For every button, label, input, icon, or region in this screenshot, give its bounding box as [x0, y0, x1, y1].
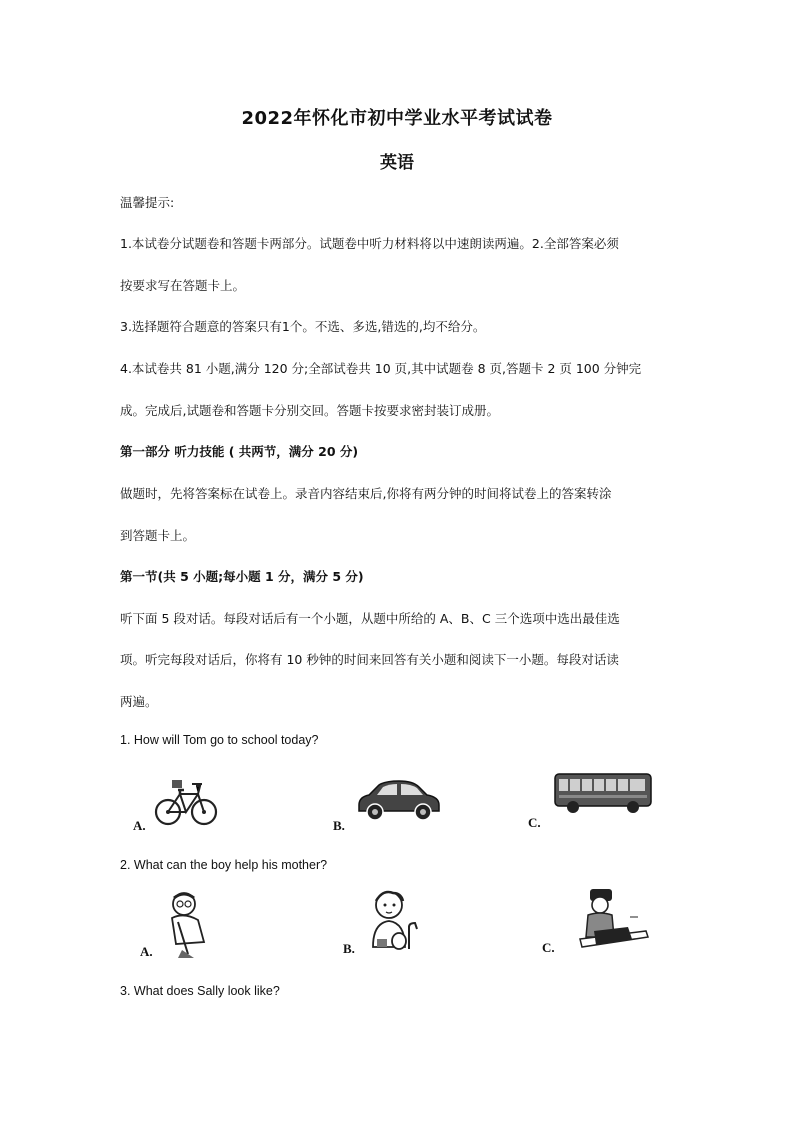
sweeping-boy-icon — [158, 888, 218, 958]
notice-line: 1.本试卷分试题卷和答题卡两部分。试题卷中听力材料将以中速朗读两遍。2.全部答案必须 — [120, 236, 619, 251]
part1-instruction: 到答题卡上。 — [120, 528, 196, 543]
section1-heading: 第一节(共 5 小题;每小题 1 分，满分 5 分) — [120, 569, 364, 584]
exam-subject: 英语 — [380, 153, 414, 173]
bus-icon — [553, 770, 653, 816]
option-letter: A. — [133, 818, 146, 833]
part1-instruction: 做题时，先将答案标在试卷上。录音内容结束后,你将有两分钟的时间将试卷上的答案转涂 — [120, 486, 612, 501]
option-letter: A. — [140, 944, 153, 959]
section1-instruction: 听下面 5 段对话。每段对话后有一个小题，从题中所给的 A、B、C 三个选项中选出最佳选 — [120, 611, 620, 626]
part1-heading: 第一部分 听力技能 ( 共两节，满分 20 分) — [120, 444, 359, 459]
notice-line: 按要求写在答题卡上。 — [120, 278, 246, 293]
exam-title: 2022年怀化市初中学业水平考试试卷 — [241, 108, 553, 129]
option-letter: C. — [542, 940, 555, 955]
car-icon — [355, 775, 443, 823]
question-3-text: 3. What does Sally look like? — [120, 984, 280, 998]
option-letter: C. — [528, 815, 541, 830]
notice-line: 成。完成后,试题卷和答题卡分别交回。答题卡按要求密封装订成册。 — [120, 403, 499, 418]
section1-instruction: 项。听完每段对话后，你将有 10 秒钟的时间来回答有关小题和阅读下一小题。每段对话读 — [120, 652, 619, 667]
notice-label: 温馨提示: — [120, 195, 175, 210]
washing-dishes-boy-icon — [363, 887, 423, 957]
bicycle-icon — [152, 772, 222, 828]
section1-instruction: 两遍。 — [120, 694, 158, 709]
notice-line: 4.本试卷共 81 小题,满分 120 分;全部试卷共 10 页,其中试题卷 8 页,答题卡 2 页 100 分钟完 — [120, 361, 642, 376]
option-letter: B. — [333, 818, 345, 833]
option-letter: B. — [343, 941, 355, 956]
ironing-boy-icon — [570, 887, 650, 957]
question-1-text: 1. How will Tom go to school today? — [120, 733, 319, 747]
question-2-text: 2. What can the boy help his mother? — [120, 858, 328, 872]
notice-line: 3.选择题符合题意的答案只有1个。不选、多选,错选的,均不给分。 — [120, 319, 486, 334]
